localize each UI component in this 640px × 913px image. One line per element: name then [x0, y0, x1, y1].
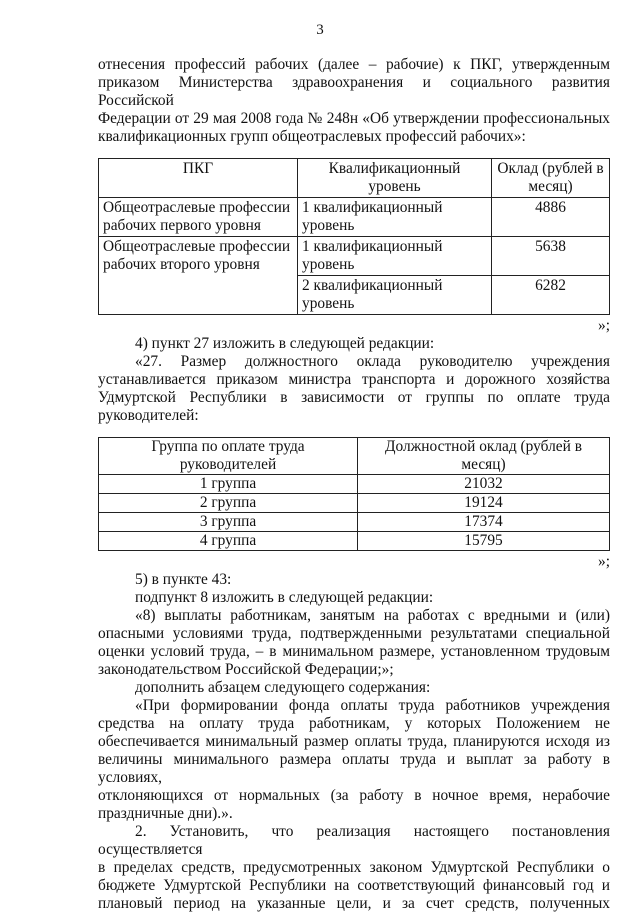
column-header: Должностной оклад (рублей в месяц) — [358, 438, 610, 475]
intro-line: Федерации от 29 мая 2008 года № 248н «Об утверждении профессиональных — [98, 110, 610, 127]
item-27-line: «27. Размер должностного оклада руководителю учреждения — [135, 353, 610, 370]
table-cell: Общеотраслевые профессии рабочих первого уровня — [99, 198, 298, 237]
subitem-8-intro: подпункт 8 изложить в следующей редакции: — [135, 589, 434, 606]
item-2-line: в пределах средств, предусмотренных законом Удмуртской Республики о — [98, 859, 610, 876]
addition-line: «При формировании фонда оплаты труда работников учреждения — [135, 697, 610, 714]
closing-quote: »; — [598, 317, 610, 334]
intro-line: приказом Министерства здравоохранения и социального развития Российской — [98, 74, 610, 109]
table-row — [99, 513, 610, 532]
item-27-line: Удмуртской Республики в зависимости от группы по оплате труда — [98, 389, 610, 406]
table-cell: 1 квалификационный уровень — [298, 237, 492, 276]
intro-line: отнесения профессий рабочих (далее – рабочие) к ПКГ, утвержденным — [98, 56, 610, 73]
pkg-salary-table — [98, 158, 610, 315]
table-cell: 19124 — [358, 494, 610, 513]
column-header: ПКГ — [99, 159, 298, 198]
table-header-row — [99, 159, 610, 198]
table-cell: 4886 — [492, 198, 610, 237]
subitem-8-line: законодательством Российской Федерации;»; — [98, 661, 394, 678]
addition-line: отклоняющихся от нормальных (за работу в ночное время, нерабочие — [98, 787, 610, 804]
addition-line: величины минимального размера оплаты труда и выплат за работу в условиях, — [98, 751, 610, 786]
manager-salary-table — [98, 437, 610, 551]
table-row — [99, 198, 610, 237]
item-2-line: плановый период на указанные цели, и за счет средств, полученных — [98, 895, 610, 912]
table-cell: 2 квалификационный уровень — [298, 276, 492, 315]
column-header: Группа по оплате труда руководителей — [99, 438, 358, 475]
table-cell: 6282 — [492, 276, 610, 315]
table-row — [99, 237, 610, 276]
subitem-8-line: опасными условиями труда, подтвержденными результатами специальной — [98, 625, 610, 642]
table-cell: 17374 — [358, 513, 610, 532]
table-cell: 5638 — [492, 237, 610, 276]
item-2-line: 2. Установить, что реализация настоящего постановления осуществляется — [98, 823, 610, 858]
table-cell: 2 группа — [99, 494, 358, 513]
addition-line: средства на оплату труда работникам, у которых Положением не — [98, 715, 610, 732]
table-row — [99, 532, 610, 551]
item-2-line: бюджете Удмуртской Республики на соответствующий финансовый год и — [98, 877, 610, 894]
item-5: 5) в пункте 43: — [135, 571, 232, 588]
addition-line: праздничные дни).». — [98, 805, 233, 822]
intro-line: квалификационных групп общеотраслевых профессий рабочих»: — [98, 128, 526, 145]
column-header: Квалификационный уровень — [298, 159, 492, 198]
table-cell: 1 группа — [99, 475, 358, 494]
addition-line: обеспечивается минимальный размер оплаты труда, планируются исходя из — [98, 733, 610, 750]
item-27-line: руководителей: — [98, 407, 199, 424]
page-number: 3 — [316, 22, 324, 38]
closing-quote: »; — [598, 553, 610, 570]
table-cell: 4 группа — [99, 532, 358, 551]
table-header-row — [99, 438, 610, 475]
table-cell: 3 группа — [99, 513, 358, 532]
table-cell: 15795 — [358, 532, 610, 551]
subitem-8-line: «8) выплаты работникам, занятым на работах с вредными и (или) — [135, 607, 610, 624]
table-row — [99, 494, 610, 513]
item-4: 4) пункт 27 изложить в следующей редакции: — [135, 335, 435, 352]
table-row — [99, 475, 610, 494]
table-cell: 21032 — [358, 475, 610, 494]
subitem-8-line: оценки условий труда, – в минимальном размере, установленном трудовым — [98, 643, 610, 660]
table-cell: 1 квалификационный уровень — [298, 198, 492, 237]
document-body — [98, 56, 610, 913]
addition-intro: дополнить абзацем следующего содержания: — [135, 679, 431, 696]
item-27-line: устанавливается приказом министра транспорта и дорожного хозяйства — [98, 371, 610, 388]
table-cell: Общеотраслевые профессии рабочих второго уровня — [99, 237, 298, 315]
column-header: Оклад (рублей в месяц) — [492, 159, 610, 198]
